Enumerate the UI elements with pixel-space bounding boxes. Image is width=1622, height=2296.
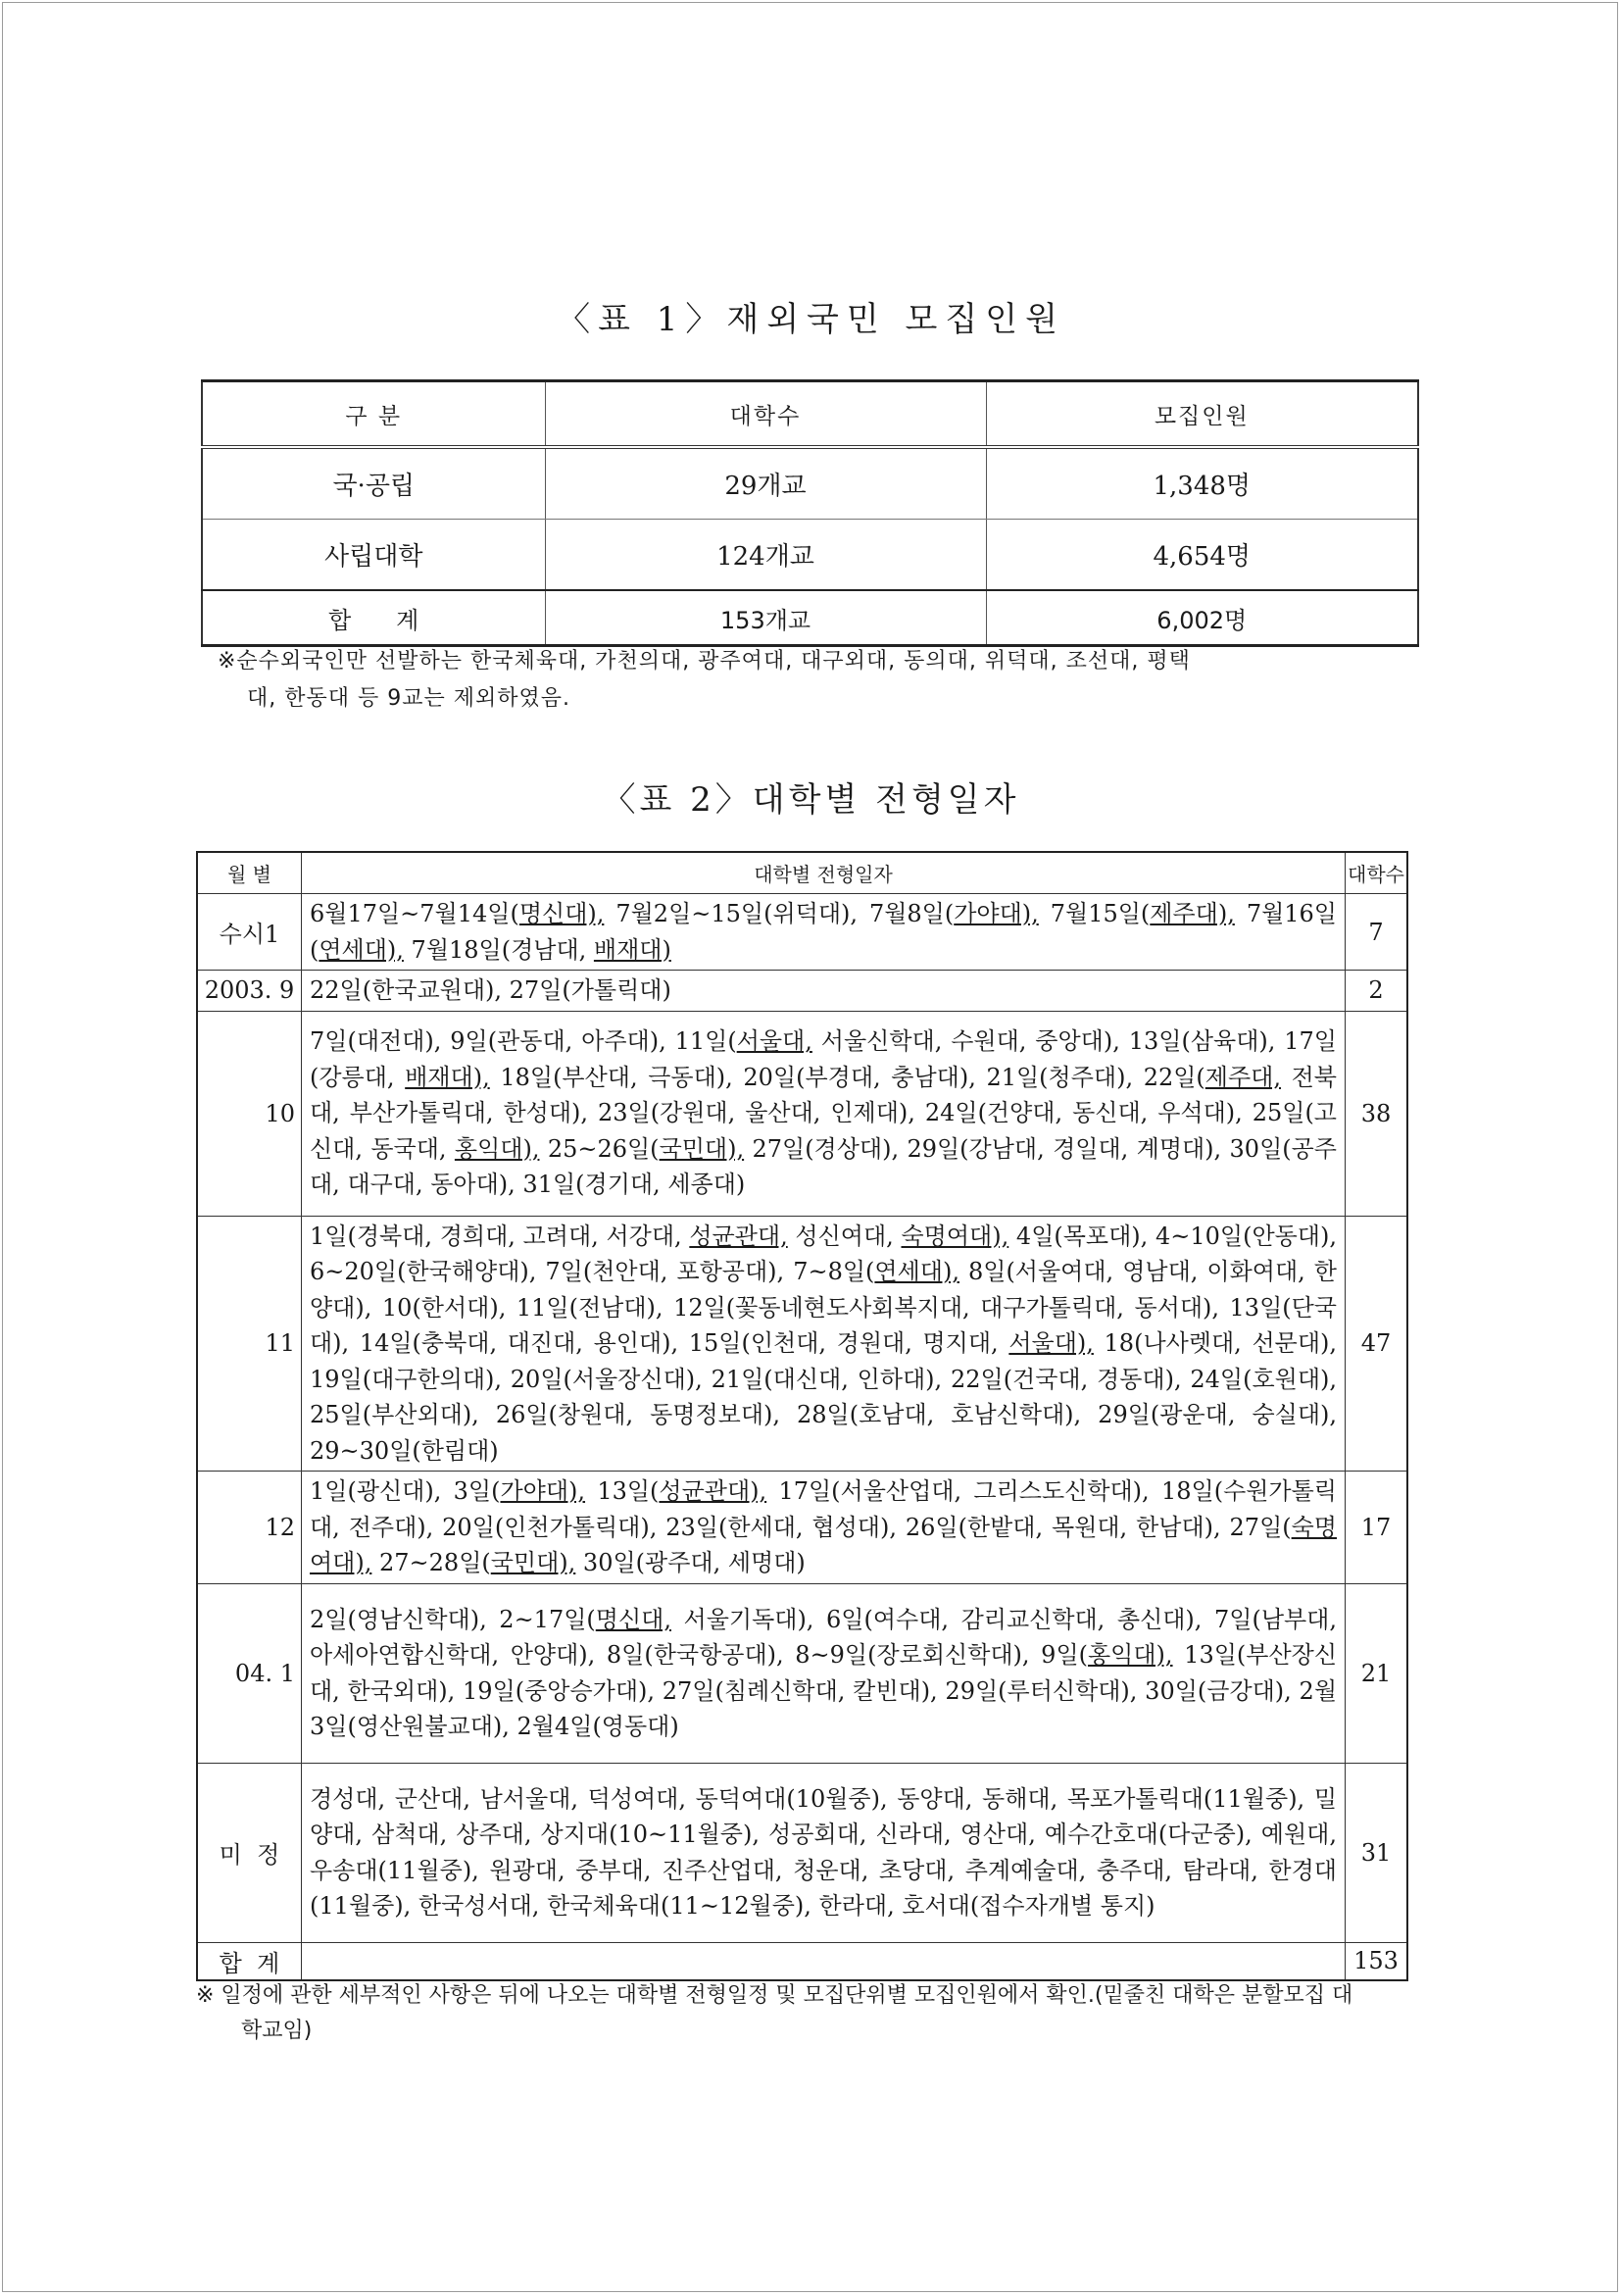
underlined-university: 제주대, <box>1204 1063 1281 1091</box>
underlined-university: 가야대), <box>954 900 1039 927</box>
header-quota: 모집인원 <box>986 381 1418 448</box>
schedule-text: 1일(광신대), 3일( <box>310 1477 501 1505</box>
underlined-university: 명신대), <box>518 900 605 927</box>
row-month: 미 정 <box>197 1763 302 1942</box>
schedule-text: 7월2일~15일(위덕대), 7월8일( <box>604 900 955 927</box>
schedule-text: 7일(대전대), 9일(관동대, 아주대), 11일( <box>310 1027 737 1056</box>
total-schools: 153개교 <box>545 590 986 646</box>
row-schedule <box>302 1583 1346 1763</box>
schedule-text: 18(나사렛대, 선문대), 19일(대구한의대), 20일(서울장신대), 21일(대신대, 인하대), 22일(건국대, 경동대), 24일(호원대), 25일(부산외대), 26일(창원대, 동명정보대), 28일(호남대, 호남신학대), 29일(광운대, 숭실대), 29~30일(한림대) <box>310 1329 1337 1465</box>
schedule-text: 4일(목포대), 4~10일(안동대), 6~20일(한국해양대), 7일(천안대, 포항공대), 7~8일( <box>310 1222 1337 1285</box>
schedule-text: 서울기독대), 6일(여수대, 감리교신학대, 총신대), 7일(남부대, 아세아연합신학대, 안양대), 8일(한국항공대), 8~9일(장로회신학대), 9일( <box>310 1605 1337 1669</box>
row-count: 17 <box>1346 1472 1408 1584</box>
total-schedule <box>302 1942 1346 1980</box>
table-row <box>197 971 1407 1012</box>
underlined-university: 국민대), <box>659 1134 745 1163</box>
footnote-line: 학교임) <box>241 2019 313 2043</box>
row-schedule <box>302 894 1346 971</box>
schedule-text: 경성대, 군산대, 남서울대, 덕성여대, 동덕여대(10월중), 동양대, 동해대, 목포가톨릭대(11월중), 밀양대, 삼척대, 상주대, 상지대(10~11월중), 성공회대, 신라대, 영산대, 예수간호대(다군중), 예원대, 우송대(11월중), 원광대, 중부대, 진주산업대, 청운대, 초당대, 추계예술대, 충주대, 탐라대, 한경대(11월중), 한국성서대, 한국체육대(11~12월중), 한라대, 호서대(접수자개별 통지) <box>310 1784 1337 1920</box>
total-count: 153 <box>1346 1942 1408 1980</box>
table-row <box>197 1011 1407 1216</box>
underlined-university: 배재대), <box>405 1063 490 1091</box>
schedule-text: 30일(광주대, 세명대) <box>575 1549 806 1576</box>
total-quota: 6,002명 <box>986 590 1418 646</box>
underlined-university: 서울대), <box>1008 1329 1094 1357</box>
total-category: 합 계 <box>202 590 545 646</box>
row-month: 12 <box>197 1472 302 1584</box>
row-count: 38 <box>1346 1011 1408 1216</box>
table-row <box>202 520 1418 591</box>
row-schedule <box>302 1011 1346 1216</box>
schedule-text: 13일(부산장신대, 한국외대), 19일(중앙승가대), 27일(침례신학대, 칼빈대), 29일(루터신학대), 30일(금강대), 2월3일(영산원불교대), 2월4일(영동대) <box>310 1641 1337 1740</box>
row-quota: 4,654명 <box>986 520 1418 591</box>
schedule-text: 27일(경상대), 29일(강남대, 경일대, 계명대), 30일(공주대, 대구대, 동아대), 31일(경기대, 세종대) <box>310 1134 1337 1199</box>
footnote-line: ※ 일정에 관한 세부적인 사항은 뒤에 나오는 대학별 전형일정 및 모집단위별 모집인원에서 확인.(밑줄친 대학은 분할모집 대 <box>196 1983 1353 2008</box>
row-schools: 29개교 <box>545 447 986 520</box>
row-month: 04. 1 <box>197 1583 302 1763</box>
underlined-university: 연세대), <box>319 935 404 964</box>
underlined-university: 숙명여대), <box>310 1513 1337 1576</box>
total-month: 합 계 <box>197 1942 302 1980</box>
schedule-text: 서울신학대, 수원대, 중앙대), 13일(삼육대), 17일(강릉대, <box>310 1027 1337 1091</box>
footnote-line: 대, 한동대 등 9교는 제외하였음. <box>247 686 570 711</box>
row-month: 2003. 9 <box>197 971 302 1012</box>
schedule-text: 7월18일(경남대, <box>403 935 594 964</box>
underlined-university: 배재대) <box>593 935 671 964</box>
table-row <box>197 1583 1407 1763</box>
underlined-university: 국민대), <box>490 1549 576 1576</box>
header-category: 구 분 <box>202 381 545 448</box>
table-header-row <box>197 852 1407 894</box>
schedule-text: 7월16일( <box>310 900 1337 964</box>
footnote-line: ※순수외국인만 선발하는 한국체육대, 가천의대, 광주여대, 대구외대, 동의대, 위덕대, 조선대, 평택 <box>218 649 1191 674</box>
schedule-text: 전북대, 부산가톨릭대, 한성대), 23일(강원대, 울산대, 인제대), 24일(건양대, 동신대, 우석대), 25일(고신대, 동국대, <box>310 1063 1337 1163</box>
header-schedule: 대학별 전형일자 <box>302 852 1346 894</box>
table2-footnote <box>196 1978 1431 2049</box>
total-row <box>202 590 1418 646</box>
table1-footnote <box>218 643 1433 718</box>
schedule-text: 25~26일( <box>539 1134 660 1163</box>
row-schools: 124개교 <box>545 520 986 591</box>
table-row <box>197 1216 1407 1472</box>
schedule-text: 성신여대, <box>787 1222 902 1250</box>
row-schedule <box>302 1763 1346 1942</box>
row-schedule <box>302 1472 1346 1584</box>
schedule-table <box>196 851 1408 1981</box>
row-count: 2 <box>1346 971 1408 1012</box>
row-schedule <box>302 971 1346 1012</box>
underlined-university: 홍익대), <box>1088 1641 1173 1669</box>
table-row <box>197 894 1407 971</box>
row-category: 국·공립 <box>202 447 545 520</box>
table-row <box>197 1763 1407 1942</box>
schedule-text: 17일(서울산업대, 그리스도신학대), 18일(수원가톨릭대, 전주대), 20일(인천가톨릭대), 23일(한세대, 협성대), 26일(한밭대, 목원대, 한남대), 27일( <box>310 1477 1337 1541</box>
table1-title: 〈표 1〉재외국민 모집인원 <box>557 300 1065 339</box>
row-count: 47 <box>1346 1216 1408 1472</box>
schedule-text: 27~28일( <box>371 1549 491 1576</box>
total-row <box>197 1942 1407 1980</box>
header-count: 대학수 <box>1346 852 1408 894</box>
row-month: 수시1 <box>197 894 302 971</box>
underlined-university: 가야대), <box>500 1477 586 1505</box>
row-schedule <box>302 1216 1346 1472</box>
row-month: 11 <box>197 1216 302 1472</box>
schedule-text: 2일(영남신학대), 2~17일( <box>310 1605 596 1633</box>
header-month: 월 별 <box>197 852 302 894</box>
row-count: 31 <box>1346 1763 1408 1942</box>
underlined-university: 숙명여대), <box>901 1222 1009 1250</box>
schedule-text: 8일(서울여대, 영남대, 이화여대, 한양대), 10(한서대), 11일(전남대), 12일(꽃동네현도사회복지대, 대구가톨릭대, 동서대), 13일(단국대), 14일(충북대, 대진대, 용인대), 15일(인천대, 경원대, 명지대, <box>310 1258 1337 1357</box>
row-month: 10 <box>197 1011 302 1216</box>
quota-table <box>201 379 1419 647</box>
row-category: 사립대학 <box>202 520 545 591</box>
schedule-text: 7월15일( <box>1038 900 1151 927</box>
row-count: 7 <box>1346 894 1408 971</box>
row-count: 21 <box>1346 1583 1408 1763</box>
underlined-university: 홍익대), <box>454 1134 540 1163</box>
schedule-text: 6월17일~7월14일( <box>310 900 519 927</box>
underlined-university: 성균관대, <box>689 1222 788 1250</box>
underlined-university: 서울대, <box>736 1027 812 1056</box>
underlined-university: 연세대), <box>874 1258 959 1285</box>
row-quota: 1,348명 <box>986 447 1418 520</box>
schedule-text: 18일(부산대, 극동대), 20일(부경대, 충남대), 21일(청주대), 22일( <box>489 1063 1205 1091</box>
table-header-row <box>202 381 1418 448</box>
schedule-text: 13일( <box>585 1477 660 1505</box>
table2-title: 〈표 2〉대학별 전형일자 <box>602 780 1020 820</box>
schedule-text: 1일(경북대, 경희대, 고려대, 서강대, <box>310 1222 690 1250</box>
underlined-university: 명신대, <box>595 1605 671 1633</box>
table-row <box>202 447 1418 520</box>
underlined-university: 제주대), <box>1150 900 1235 927</box>
header-schools: 대학수 <box>545 381 986 448</box>
table-row <box>197 1472 1407 1584</box>
underlined-university: 성균관대), <box>659 1477 767 1505</box>
schedule-text: 22일(한국교원대), 27일(가톨릭대) <box>310 976 671 1004</box>
